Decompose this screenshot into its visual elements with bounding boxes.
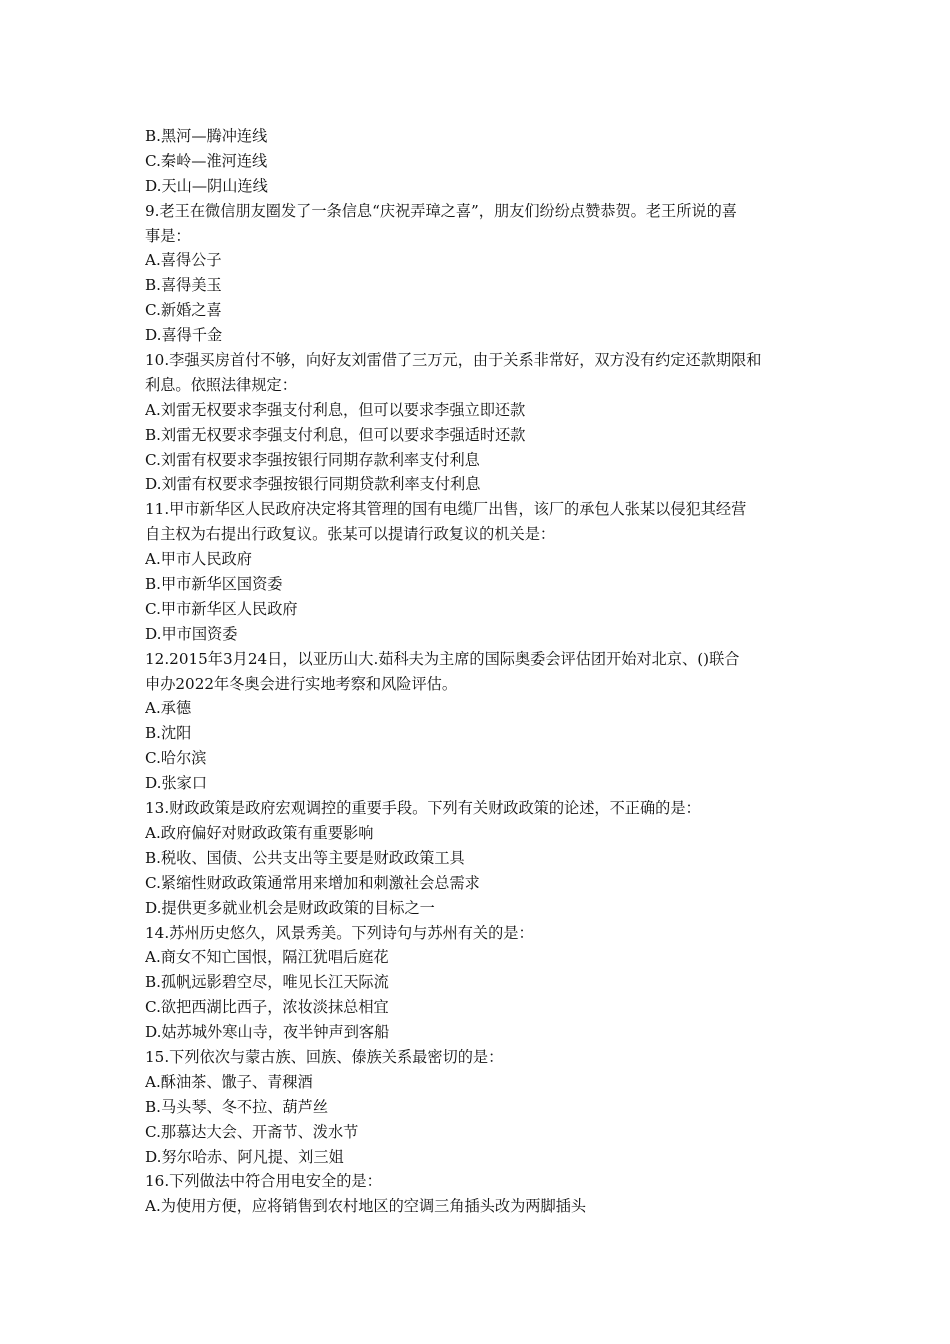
question-line: 11.甲市新华区人民政府决定将其管理的国有电缆厂出售，该厂的承包人张某以侵犯其经营 [145, 500, 747, 519]
option-line: B.喜得美玉 [145, 276, 222, 295]
option-line: D.甲市国资委 [145, 624, 238, 643]
option-line: D.天山—阴山连线 [145, 176, 268, 195]
option-line: C.紧缩性财政政策通常用来增加和刺激社会总需求 [145, 873, 480, 892]
question-line: 16.下列做法中符合用电安全的是： [145, 1172, 382, 1191]
option-line: B.孤帆远影碧空尽，唯见长江天际流 [145, 973, 389, 992]
question-line: 12.2015年3月24日，以亚历山大.茹科夫为主席的国际奥委会评估团开始对北京、()联合 [145, 649, 740, 668]
option-line: C.哈尔滨 [145, 749, 207, 768]
option-line: A.甲市人民政府 [145, 550, 252, 569]
option-line: D.姑苏城外寒山寺，夜半钟声到客船 [145, 1023, 390, 1042]
option-line: D.张家口 [145, 774, 208, 793]
option-line: C.新婚之喜 [145, 301, 222, 320]
question-line: 利息。依照法律规定： [145, 375, 297, 394]
option-line: C.甲市新华区人民政府 [145, 599, 298, 618]
document-page [145, 124, 815, 1219]
question-line: 10.李强买房首付不够，向好友刘雷借了三万元，由于关系非常好，双方没有约定还款期限和 [145, 351, 762, 370]
option-line: C.欲把西湖比西子，浓妆淡抹总相宜 [145, 998, 389, 1017]
option-line: B.刘雷无权要求李强支付利息，但可以要求李强适时还款 [145, 425, 526, 444]
option-line: D.刘雷有权要求李强按银行同期贷款利率支付利息 [145, 475, 481, 494]
option-line: C.那慕达大会、开斋节、泼水节 [145, 1122, 359, 1141]
question-line: 申办2022年冬奥会进行实地考察和风险评估。 [145, 674, 458, 693]
option-line: B.甲市新华区国资委 [145, 575, 283, 594]
question-line: 14.苏州历史悠久，风景秀美。下列诗句与苏州有关的是： [145, 923, 534, 942]
option-line: D.努尔哈赤、阿凡提、刘三姐 [145, 1147, 344, 1166]
question-line: 9.老王在微信朋友圈发了一条信息“庆祝弄璋之喜”，朋友们纷纷点赞恭贺。老王所说的喜 [145, 201, 737, 220]
option-line: A.政府偏好对财政政策有重要影响 [145, 823, 374, 842]
option-line: C.秦岭—淮河连线 [145, 151, 268, 170]
option-line: B.黑河—腾冲连线 [145, 127, 268, 145]
question-line: 13.财政政策是政府宏观调控的重要手段。下列有关财政政策的论述，不正确的是： [145, 799, 701, 818]
option-line: B.马头琴、冬不拉、葫芦丝 [145, 1097, 329, 1116]
option-line: D.提供更多就业机会是财政政策的目标之一 [145, 898, 435, 917]
question-line: 事是： [145, 226, 191, 245]
option-line: A.喜得公子 [145, 251, 222, 270]
option-line: A.酥油茶、馓子、青稞酒 [145, 1072, 313, 1091]
option-line: B.税收、国债、公共支出等主要是财政政策工具 [145, 848, 465, 867]
option-line: A.承德 [145, 699, 192, 718]
option-line: A.刘雷无权要求李强支付利息，但可以要求李强立即还款 [145, 400, 526, 419]
option-line: D.喜得千金 [145, 326, 223, 345]
question-line: 15.下列依次与蒙古族、回族、傣族关系最密切的是： [145, 1047, 504, 1066]
option-line: C.刘雷有权要求李强按银行同期存款利率支付利息 [145, 450, 480, 469]
option-line: B.沈阳 [145, 724, 192, 743]
question-line: 自主权为右提出行政复议。张某可以提请行政复议的机关是： [145, 525, 556, 544]
option-line: A.商女不知亡国恨，隔江犹唱后庭花 [145, 948, 389, 967]
option-line: A.为使用方便，应将销售到农村地区的空调三角插头改为两脚插头 [145, 1197, 587, 1216]
